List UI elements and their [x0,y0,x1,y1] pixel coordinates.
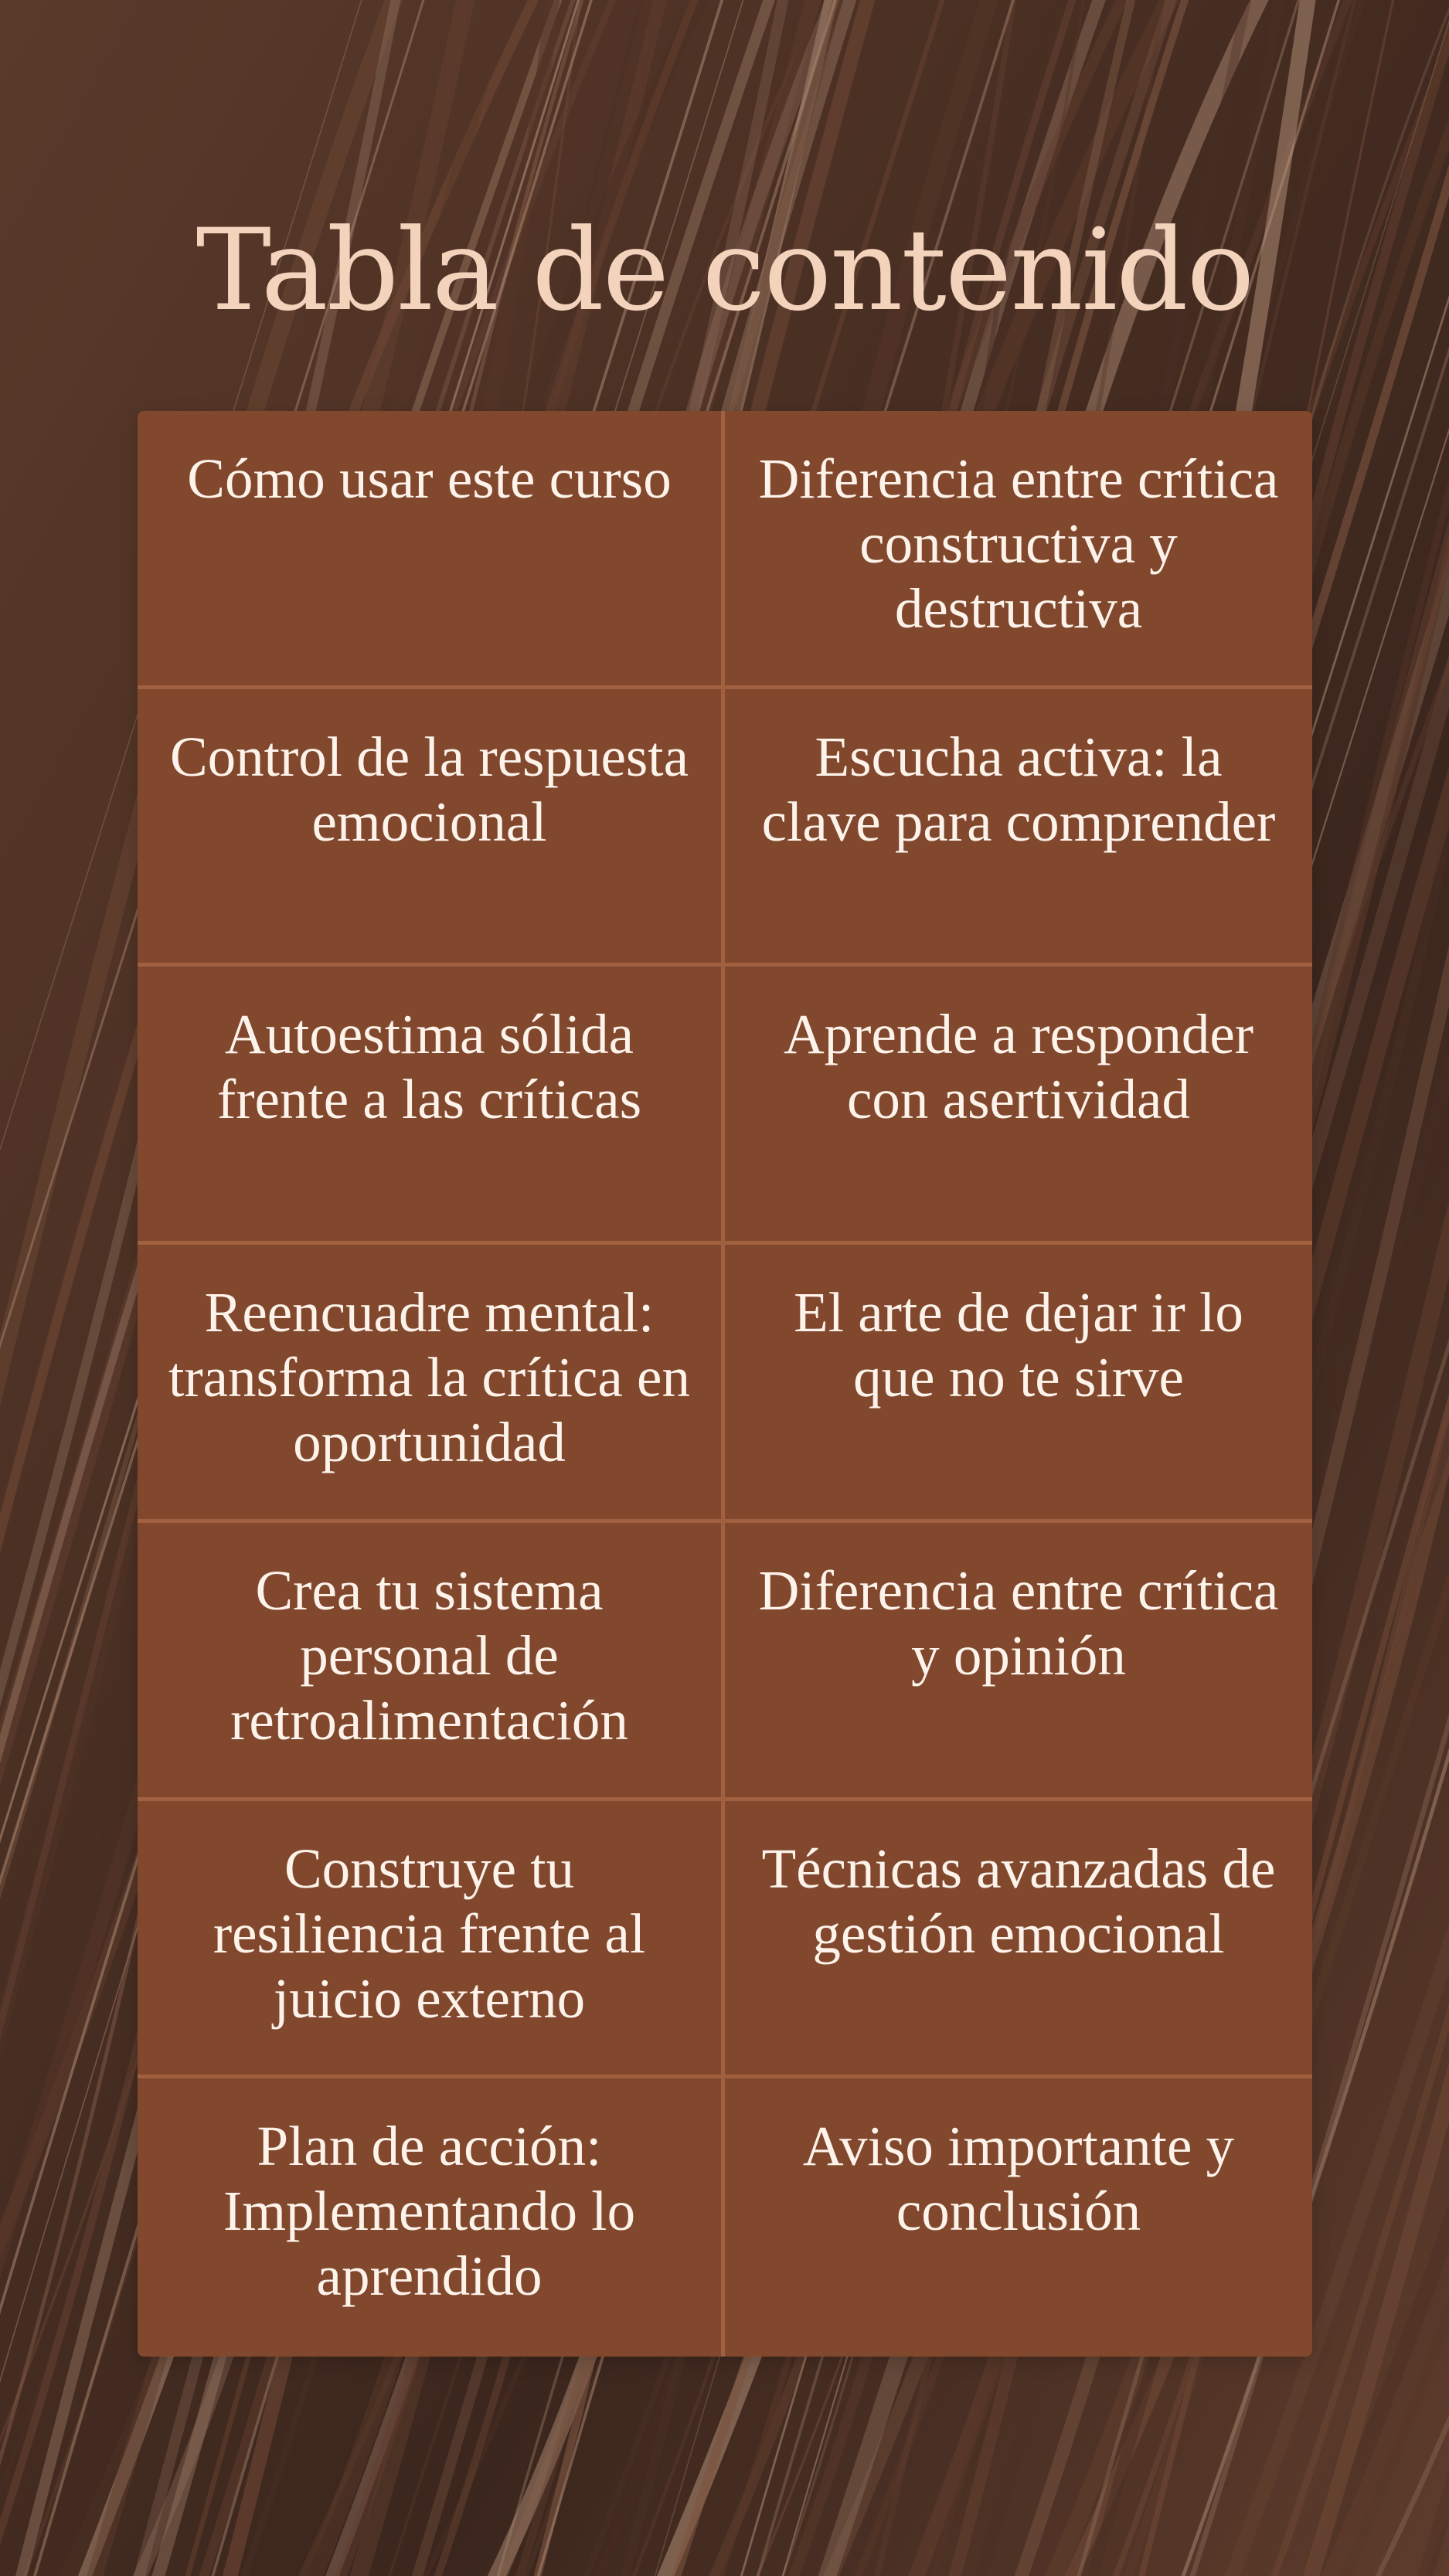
toc-cell [725,1245,1312,1523]
toc-item-aviso-conclusion[interactable]: Aviso importante y conclusión [802,2115,1235,2243]
toc-cell [138,1523,725,1801]
toc-cell [138,689,725,967]
toc-cell [725,1801,1312,2079]
toc-item-resiliencia[interactable]: Construye tu resiliencia frente al juicio externo [213,1837,646,2030]
toc-cell [138,967,725,1245]
toc-cell [725,2078,1312,2357]
toc-cell [138,2078,725,2357]
toc-item-plan-de-accion[interactable]: Plan de acción: Implementando lo aprendido [223,2115,636,2308]
toc-cell [725,1523,1312,1801]
toc-item-escucha-activa[interactable]: Escucha activa: la clave para comprender [761,725,1276,853]
toc-cell [725,967,1312,1245]
toc-item-critica-constructiva-destructiva[interactable]: Diferencia entre crítica constructiva y destructiva [758,447,1279,640]
toc-item-control-respuesta-emocional[interactable]: Control de la respuesta emocional [169,725,689,853]
toc-item-autoestima-solida[interactable]: Autoestima sólida frente a las críticas [216,1003,642,1131]
toc-item-como-usar-este-curso[interactable]: Cómo usar este curso [187,447,672,510]
toc-item-tecnicas-avanzadas[interactable]: Técnicas avanzadas de gestión emocional [761,1837,1276,1965]
toc-cell [138,411,725,689]
toc-item-reencuadre-mental[interactable]: Reencuadre mental: transforma la crítica en oportunidad [168,1281,690,1474]
toc-item-dejar-ir[interactable]: El arte de dejar ir lo que no te sirve [794,1281,1243,1409]
toc-cell [725,689,1312,967]
toc-item-sistema-retroalimentacion[interactable]: Crea tu sistema personal de retroalimentación [230,1558,628,1752]
toc-table [138,411,1312,2357]
toc-cell [138,1801,725,2079]
toc-cell [725,411,1312,689]
toc-cell [138,1245,725,1523]
page-title: Tabla de contenido [196,205,1253,336]
toc-item-responder-asertividad[interactable]: Aprende a responder con asertividad [783,1003,1254,1131]
toc-item-critica-y-opinion[interactable]: Diferencia entre crítica y opinión [758,1558,1279,1687]
